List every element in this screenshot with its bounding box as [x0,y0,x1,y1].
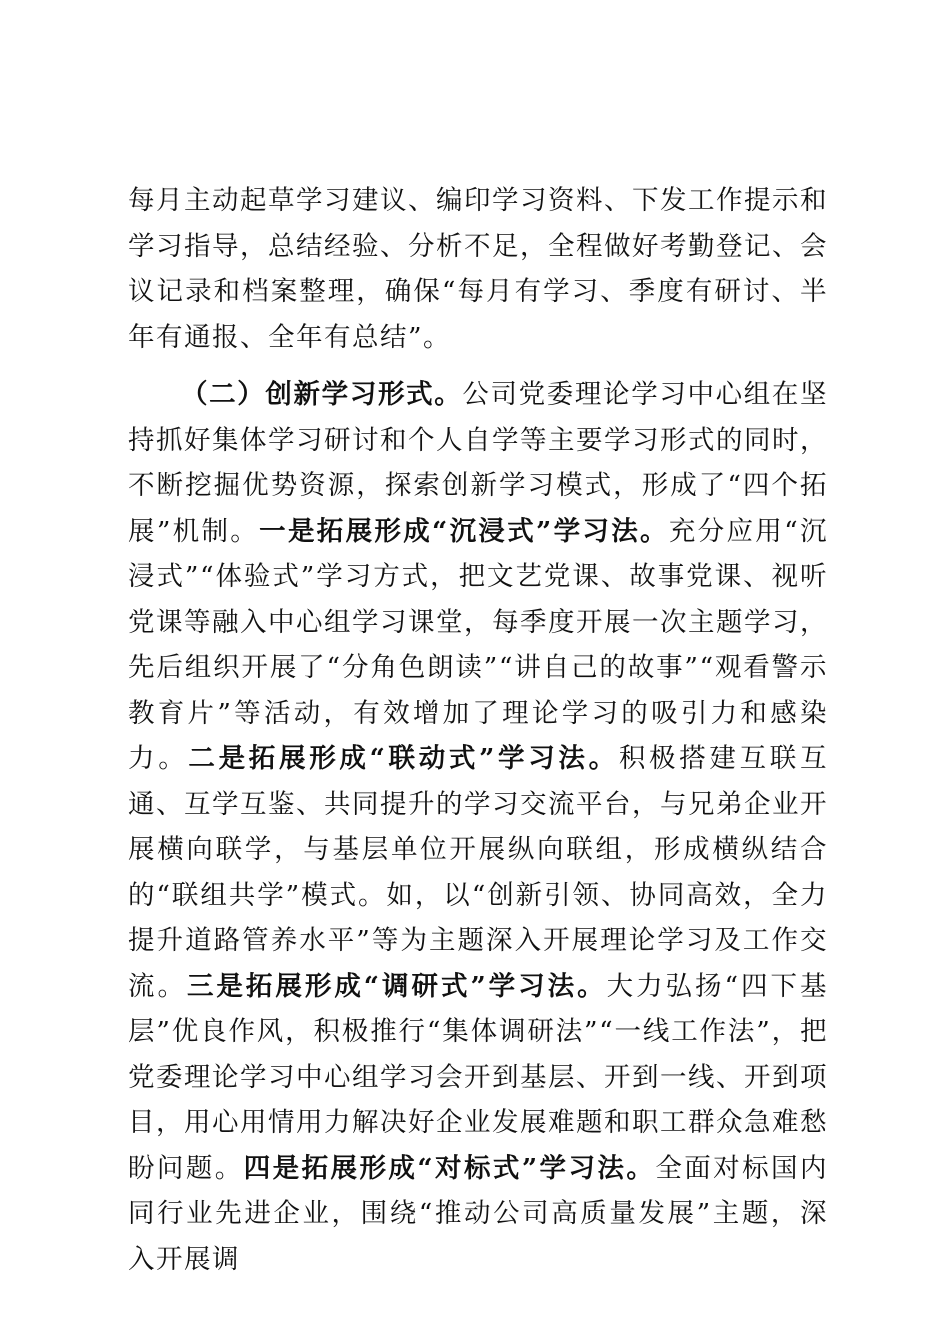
point-2-text: 积极搭建互联互通、互学互鉴、共同提升的学习交流平台，与兄弟企业开展横向联学，与基层单位开展纵向联组，形成横纵结合的“联组共学”模式。如，以“创新引领、协同高效，全力提升道路管养水平”等为主题深入开展理论学习及工作交流。 [128,743,829,1002]
point-1-text: 充分应用“沉浸式”“体验式”学习方式，把文艺党课、故事党课、视听党课等融入中心组学习课堂，每季度开展一次主题学习，先后组织开展了“分角色朗读”“讲自己的故事”“观看警示教育片”等活动，有效增加了理论学习的吸引力和感染力。 [128,515,828,774]
paragraph-continuation [128,178,828,360]
point-4-title: 四是拓展形成“对标式”学习法。 [243,1152,656,1184]
paragraph-body [128,372,828,1282]
point-3-text: 大力弘扬“四下基层”优良作风，积极推行“集体调研法”“一线工作法”，把党委理论学习中心组学习会开到基层、开到一线、开到项目，用心用情用力解决好企业发展难题和职工群众急难愁盼问题。 [128,970,828,1184]
paragraph-text: 每月主动起草学习建议、编印学习资料、下发工作提示和学习指导，总结经验、分析不足，全程做好考勤登记、会议记录和档案整理，确保“每月有学习、季度有研讨、半年有通报、全年有总结”。 [128,185,828,353]
point-4-text: 全面对标国内同行业先进企业，围绕“推动公司高质量发展”主题，深入开展调 [128,1152,828,1275]
paragraph-innovative-learning [128,372,828,1282]
point-2-title: 二是拓展形成“联动式”学习法。 [188,743,619,774]
section-intro: 公司党委理论学习中心组在坚持抓好集体学习研讨和个人自学等主要学习形式的同时，不断挖掘优势资源，探索创新学习模式，形成了“四个拓展”机制。 [128,379,829,547]
section-heading: （二）创新学习形式。 [181,379,463,410]
point-1-title: 一是拓展形成“沉浸式”学习法。 [259,515,669,547]
point-3-title: 三是拓展形成“调研式”学习法。 [186,970,607,1002]
